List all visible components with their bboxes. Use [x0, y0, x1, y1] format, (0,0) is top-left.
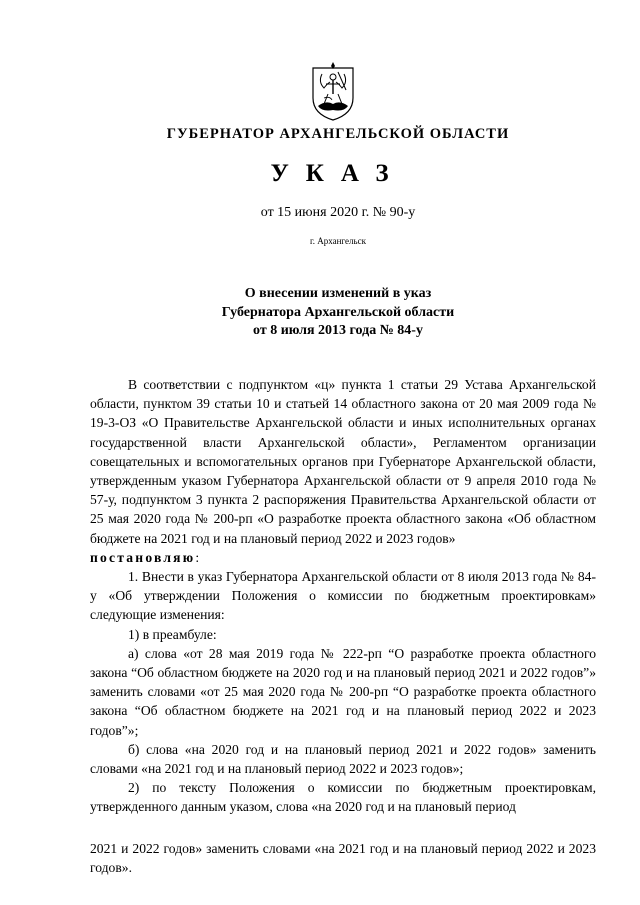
issuer-title: ГУБЕРНАТОР АРХАНГЕЛЬСКОЙ ОБЛАСТИ [166, 126, 510, 142]
item-1-1-b-paragraph: б) слова «на 2020 год и на плановый период 2021 и 2022 годов» заменить словами «на 2021 год и на плановый период 2022 и 2023 годов»; [90, 741, 596, 777]
item-1-paragraph: 1. Внести в указ Губернатора Архангельской области от 8 июля 2013 года № 84-у «Об утверждении Положения о комиссии по бюджетным проектировкам» следующие изменения: [90, 569, 596, 623]
decree-paragraph [90, 548, 596, 567]
document-date-number: от 15 июня 2020 г. № 90-у [260, 205, 416, 220]
coat-of-arms-icon [310, 60, 356, 122]
document-type-title: УКАЗ [270, 160, 406, 187]
document-city: г. Архангельск [310, 236, 366, 246]
item-1-1-a-paragraph: а) слова «от 28 мая 2019 года № 222-рп “О разработке проекта областного закона “Об областном бюджете на 2020 год и на плановый период 2021 и 2022 годов”» заменить словами «от 25 мая 2020 года № 200-рп “О разработке проекта областного закона “Об областном бюджете на 2021 год и на плановый период 2022 и 2023 годов”»; [90, 645, 596, 738]
item-1-1-paragraph: 1) в преамбуле: [128, 626, 217, 642]
decree-colon: : [195, 549, 200, 565]
document-subject [0, 285, 640, 341]
document-body [90, 375, 596, 877]
item-1-2-paragraph: 2) по тексту Положения о комиссии по бюджетным проектировкам, утвержденного данным указом, слова «на 2020 год и на плановый период [90, 780, 596, 815]
decree-word: постановляю [90, 549, 196, 565]
subject-line-1: О внесении изменений в указ [244, 286, 432, 301]
preamble-paragraph: В соответствии с подпунктом «ц» пункта 1 статьи 29 Устава Архангельской области, пунктом 39 статьи 10 и статьей 14 областного закона от 20 мая 2009 года № 19-3-ОЗ «О Правительстве Архангельской области и иных исполнительных органах государственной власти Архангельской области», Регламентом организации совещательных и вспомогательных органов при Губернаторе Архангельской области, утвержденным указом Губернатора Архангельской области от 9 апреля 2010 года № 57-у, подпунктом 3 пункта 2 распоряжения Правительства Архангельской области от 25 мая 2020 года № 200-рп «О разработке проекта областного закона «Об областном бюджете на 2021 год и на плановый период 2022 и 2023 годов» [90, 377, 596, 546]
subject-line-3: от 8 июля 2013 года № 84-у [253, 323, 423, 338]
subject-line-2: Губернатора Архангельской области [221, 304, 455, 320]
page-break-gap [90, 817, 596, 839]
item-1-2-continuation: 2021 и 2022 годов» заменить словами «на 2021 год и на плановый период 2022 и 2023 годов». [90, 840, 596, 875]
